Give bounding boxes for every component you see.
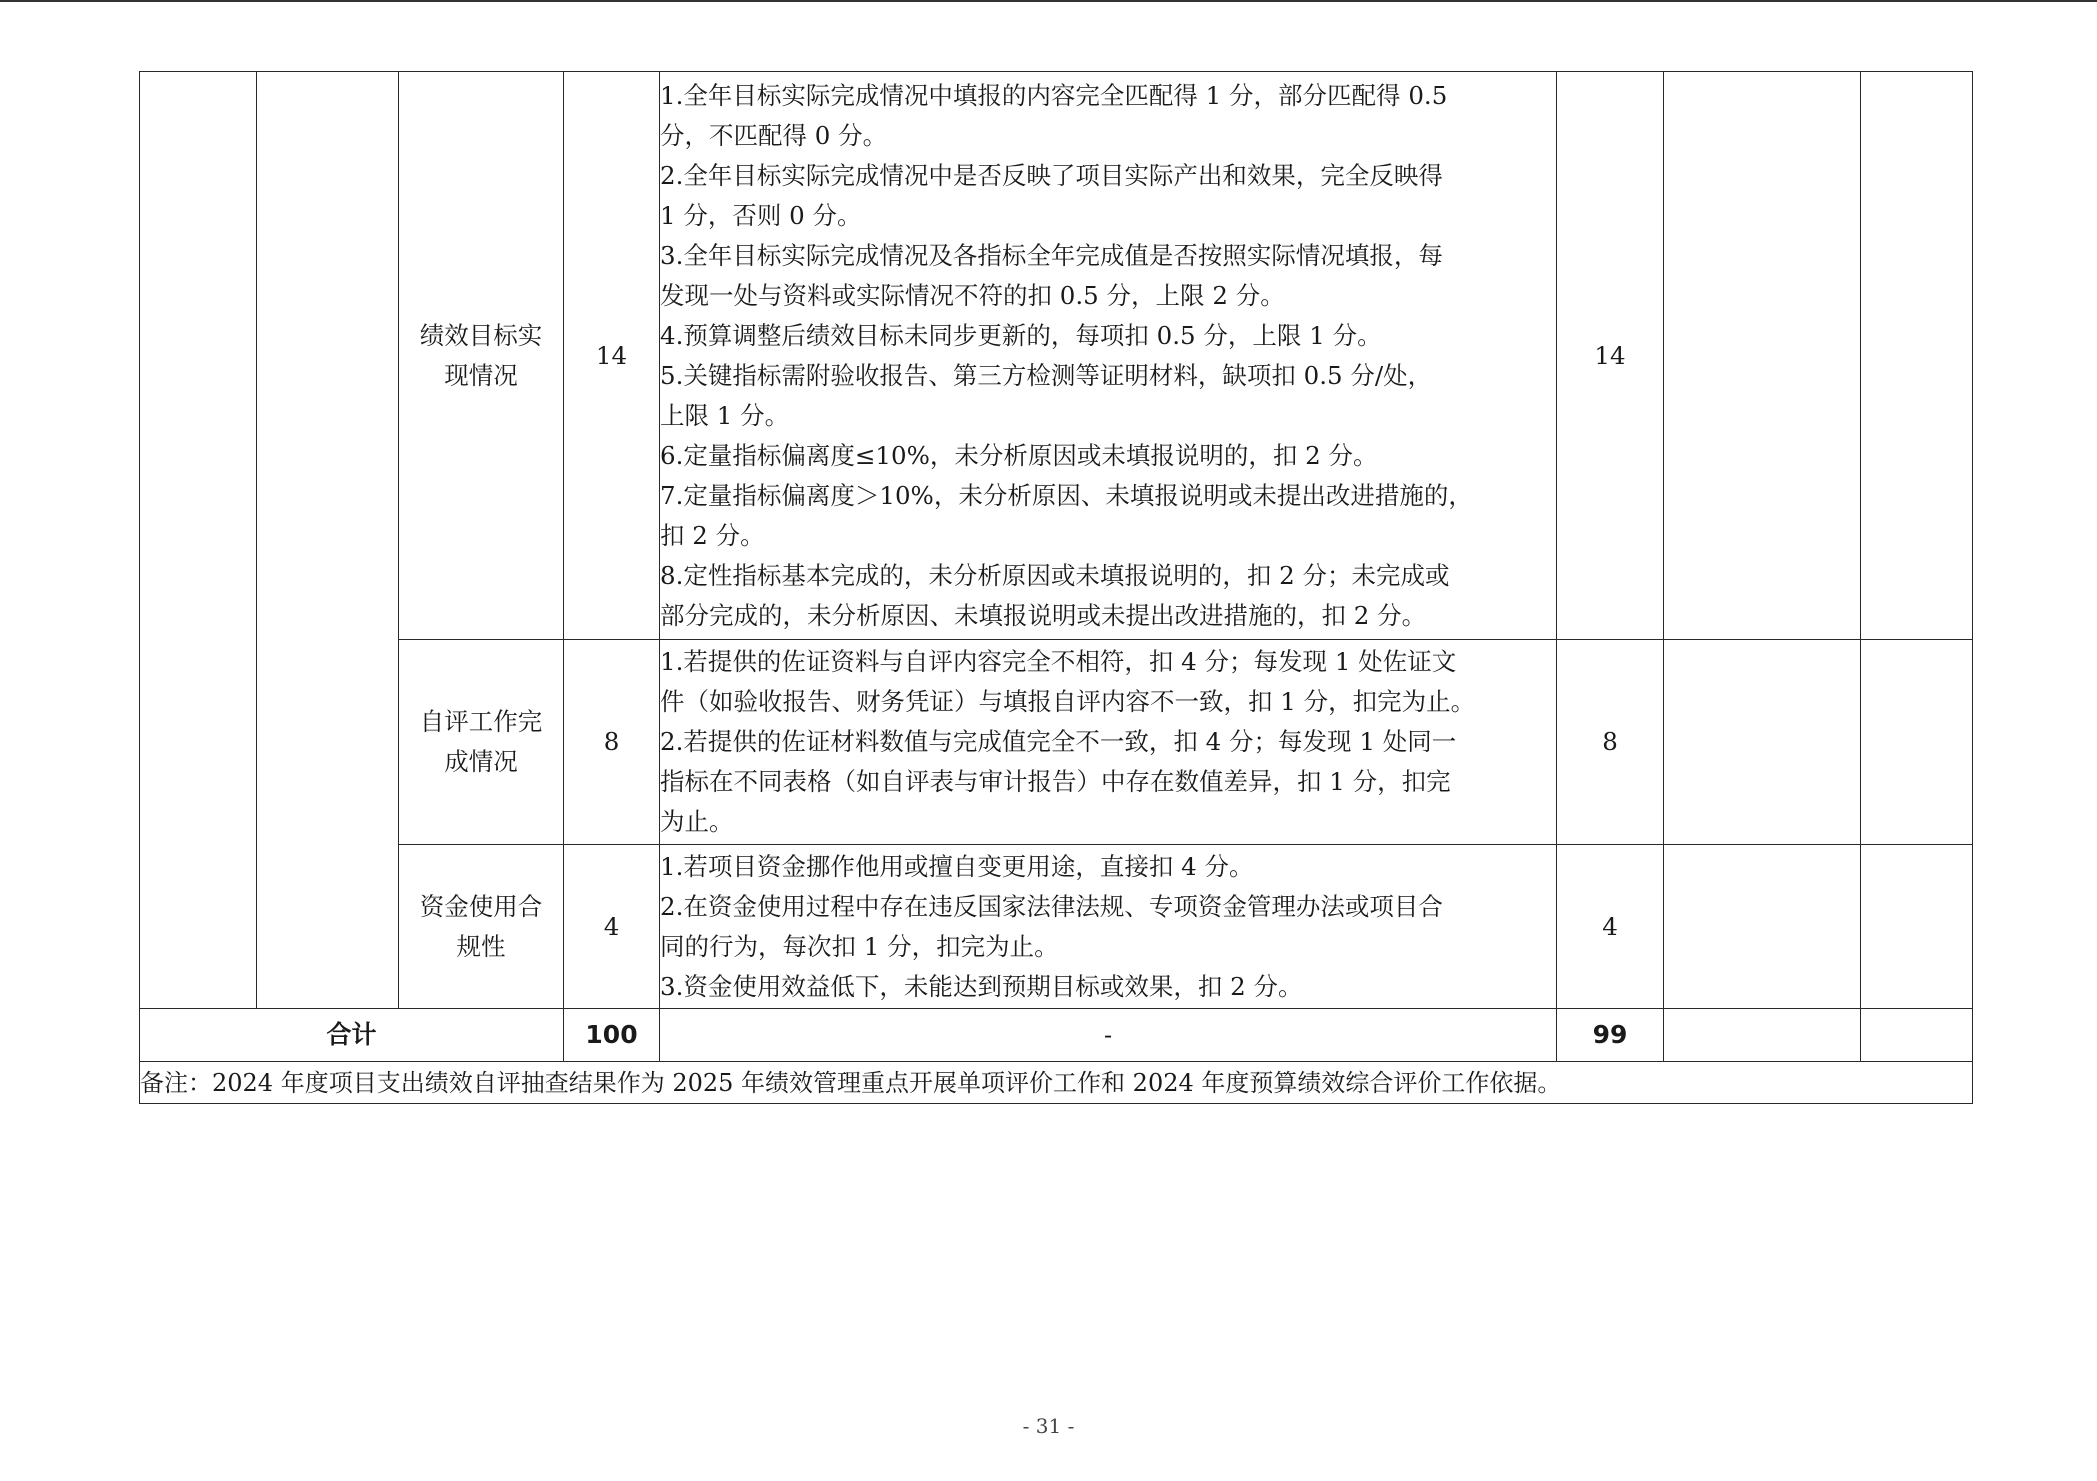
table-row (140, 640, 1973, 845)
criteria-cell (660, 640, 1557, 845)
score-cell: 8 (1557, 640, 1664, 845)
empty-cell (1861, 640, 1973, 845)
total-row (140, 1009, 1973, 1062)
table-row (140, 845, 1973, 1009)
criteria-line: 为止。 (660, 807, 734, 836)
criteria-line: 件（如验收报告、财务凭证）与填报自评内容不一致，扣 1 分，扣完为止。 (660, 687, 1476, 716)
indicator-cell (399, 72, 564, 640)
criteria-line: 指标在不同表格（如自评表与审计报告）中存在数值差异，扣 1 分，扣完 (660, 767, 1451, 796)
criteria-line: 1.若项目资金挪作他用或擅自变更用途，直接扣 4 分。 (660, 851, 1254, 881)
criteria-line: 3.资金使用效益低下，未能达到预期目标或效果，扣 2 分。 (660, 971, 1303, 1001)
criteria-line: 5.关键指标需附验收报告、第三方检测等证明材料，缺项扣 0.5 分/处， (660, 360, 1433, 390)
weight-cell: 14 (564, 72, 660, 640)
total-criteria: - (660, 1009, 1557, 1062)
indicator-line: 自评工作完 (419, 707, 543, 736)
indicator-line: 绩效目标实 (419, 320, 543, 350)
evaluation-table (139, 71, 1973, 1104)
criteria-line: 上限 1 分。 (660, 400, 790, 430)
category-cell-level1 (140, 72, 257, 1009)
empty-cell (1861, 845, 1973, 1009)
indicator-line: 现情况 (444, 360, 518, 390)
indicator-line: 成情况 (444, 747, 518, 776)
criteria-line: 8.定性指标基本完成的，未分析原因或未填报说明的，扣 2 分；未完成或 (660, 560, 1450, 590)
score-cell: 4 (1557, 845, 1664, 1009)
total-weight: 100 (564, 1009, 660, 1062)
criteria-line: 1.若提供的佐证资料与自评内容完全不相符，扣 4 分；每发现 1 处佐证文 (660, 647, 1457, 676)
criteria-line: 1 分，否则 0 分。 (660, 200, 862, 230)
weight-cell: 8 (564, 640, 660, 845)
empty-cell (1664, 1009, 1861, 1062)
weight-cell: 4 (564, 845, 660, 1009)
empty-cell (1664, 845, 1861, 1009)
criteria-line: 4.预算调整后绩效目标未同步更新的，每项扣 0.5 分，上限 1 分。 (660, 320, 1382, 350)
top-rule (0, 0, 2097, 2)
criteria-line: 部分完成的，未分析原因、未填报说明或未提出改进措施的，扣 2 分。 (660, 600, 1427, 630)
empty-cell (1861, 72, 1973, 640)
note-row (140, 1062, 1973, 1104)
criteria-cell (660, 72, 1557, 640)
empty-cell (1861, 1009, 1973, 1062)
criteria-cell (660, 845, 1557, 1009)
total-label: 合计 (140, 1009, 564, 1062)
indicator-cell (399, 640, 564, 845)
criteria-line: 扣 2 分。 (660, 520, 765, 550)
indicator-line: 规性 (456, 931, 506, 961)
empty-cell (1664, 640, 1861, 845)
category-cell-level2 (257, 72, 399, 1009)
note-text: 备注：2024 年度项目支出绩效自评抽查结果作为 2025 年绩效管理重点开展单项评价工作和 2024 年度预算绩效综合评价工作依据。 (140, 1062, 1973, 1104)
criteria-line: 7.定量指标偏离度＞10%，未分析原因、未填报说明或未提出改进措施的， (660, 480, 1473, 510)
criteria-line: 2.若提供的佐证材料数值与完成值完全不一致，扣 4 分；每发现 1 处同一 (660, 727, 1457, 756)
total-score: 99 (1557, 1009, 1664, 1062)
criteria-line: 3.全年目标实际完成情况及各指标全年完成值是否按照实际情况填报，每 (660, 240, 1443, 270)
criteria-line: 2.全年目标实际完成情况中是否反映了项目实际产出和效果，完全反映得 (660, 160, 1443, 190)
criteria-line: 发现一处与资料或实际情况不符的扣 0.5 分，上限 2 分。 (660, 280, 1285, 310)
table-row (140, 72, 1973, 640)
criteria-line: 2.在资金使用过程中存在违反国家法律法规、专项资金管理办法或项目合 (660, 891, 1443, 921)
indicator-line: 资金使用合 (419, 891, 543, 921)
score-cell: 14 (1557, 72, 1664, 640)
indicator-cell (399, 845, 564, 1009)
criteria-line: 1.全年目标实际完成情况中填报的内容完全匹配得 1 分，部分匹配得 0.5 (660, 80, 1448, 110)
criteria-line: 同的行为，每次扣 1 分，扣完为止。 (660, 931, 1059, 961)
empty-cell (1664, 72, 1861, 640)
criteria-line: 分，不匹配得 0 分。 (660, 120, 888, 150)
criteria-line: 6.定量指标偏离度≤10%，未分析原因或未填报说明的，扣 2 分。 (660, 440, 1378, 470)
page-number: - 31 - (1022, 1414, 1075, 1438)
